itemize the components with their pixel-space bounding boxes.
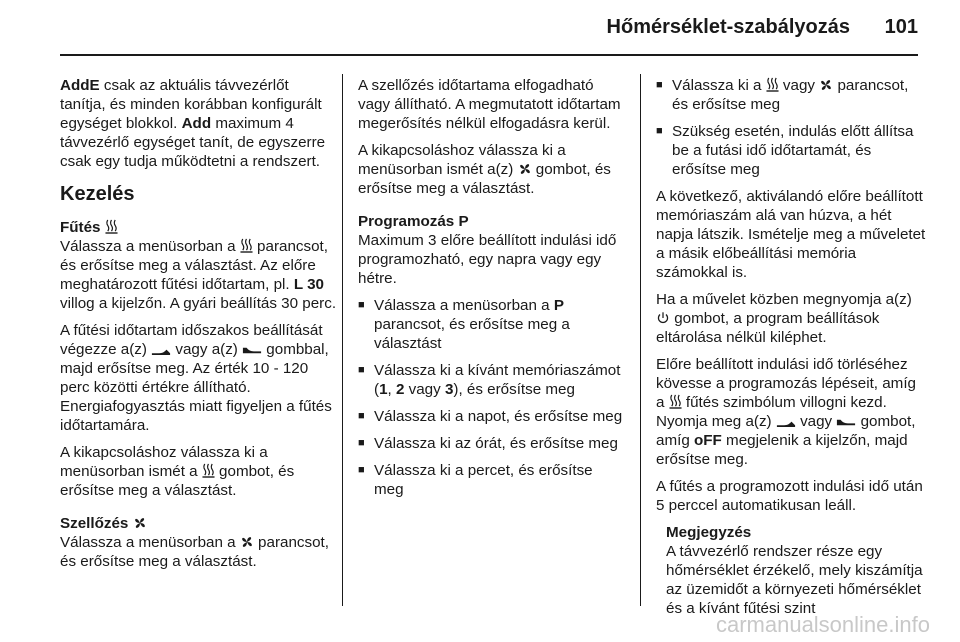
kilepes-paragraph: Ha a művelet közben megnyomja a(z) gombot, a program beállítások eltárolása nélkül kiléphet. [656, 291, 912, 346]
heat-icon [105, 219, 118, 234]
list-item: ■ Válassza ki a kívánt memóriaszámot (1, 2 vagy 3), és erősítse meg [358, 362, 621, 398]
programozas-paragraph: Maximum 3 előre beállított indulási idő programozható, egy napra vagy egy hétre. [358, 232, 617, 287]
column-divider-2 [640, 74, 641, 606]
header-rule [60, 54, 918, 56]
leallas-paragraph: A fűtés a programozott indulási idő után 5 perccel automatikusan leáll. [656, 478, 923, 514]
bullet-square-icon: ■ [358, 410, 365, 422]
bullet-square-icon: ■ [358, 437, 365, 449]
list-item: ■ Válassza ki a napot, és erősítse meg [358, 408, 623, 425]
up-arrow-icon [151, 345, 171, 356]
fan-icon [240, 535, 254, 549]
heat-icon [202, 463, 215, 478]
bullet-square-icon: ■ [358, 464, 365, 476]
list-item: ■ Válassza ki a percet, és erősítse meg [358, 462, 593, 498]
szellozes-kikapcs-paragraph: A kikapcsoláshoz válassza ki a menüsorban ismét a(z) gombot, és erősítse meg a választást. [358, 142, 611, 197]
column-3 [656, 76, 926, 626]
heat-icon [669, 394, 682, 409]
note-text: A távvezérlő rendszer része egy hőmérséklet érzékelő, mely kiszámítja az üzemidőt a környezeti hőmérséklet és a kívánt fűtési szint [666, 543, 923, 617]
column-1 [60, 76, 338, 579]
page-header-title: Hőmérséklet-szabályozás [606, 16, 850, 38]
list-item: ■ Válassza a menüsorban a P parancsot, és erősítse meg a választást [358, 297, 570, 352]
bullet-square-icon: ■ [358, 299, 365, 311]
futes-paragraph-1: Válassza a menüsorban a parancsot, és erősítse meg a választást. Az előre meghatározott fűtési időtartam, pl. L 30 villog a kijelzőn. A gyári beállítás 30 perc. [60, 238, 337, 312]
futes-paragraph-2: A fűtési időtartam időszakos beállítását végezze a(z) vagy a(z) gombbal, majd erősítse meg. Az érték 10 - 120 perc közötti értékre állítható. Energiafogyasztás miatt figyeljen a fűtés időtartamára. [60, 322, 332, 434]
page-number: 101 [884, 16, 918, 38]
szellozes-idotartam-paragraph: A szellőzés időtartama elfogadható vagy állítható. A megmutatott időtartam megerősítés nélkül elfogadásra kerül. [358, 77, 621, 132]
fan-icon [133, 516, 147, 530]
watermark: carmanualsonline.info [715, 612, 930, 637]
futes-paragraph-3: A kikapcsoláshoz válassza ki a menüsorban ismét a gombot, és erősítse meg a választást. [60, 444, 295, 499]
bullet-square-icon: ■ [656, 125, 663, 137]
heat-icon [240, 238, 253, 253]
fan-icon [518, 162, 532, 176]
column-divider-1 [342, 74, 343, 606]
subheading-programozas: Programozás P [358, 213, 469, 230]
list-item: ■ Válassza ki a vagy parancsot, és erősítse meg [656, 77, 909, 113]
torles-paragraph: Előre beállított indulási idő törléséhez kövesse a programozás lépéseit, amíg a fűtés szimbólum villogni kezd. Nyomja meg a(z) vagy gombot, amíg oFF megjelenik a kijelzőn, majd erősítse meg. [656, 356, 917, 468]
bullet-square-icon: ■ [656, 79, 663, 91]
bullet-square-icon: ■ [358, 364, 365, 376]
list-item: ■ Válassza ki az órát, és erősítse meg [358, 435, 618, 452]
szellozes-paragraph: Válassza a menüsorban a parancsot, és erősítse meg a választást. [60, 534, 329, 570]
up-arrow-icon [776, 417, 796, 428]
heat-icon [766, 77, 779, 92]
section-title-kezeles: Kezelés [60, 183, 135, 205]
list-item: ■ Szükség esetén, indulás előtt állítsa be a futási idő időtartamát, és erősítse meg [656, 123, 914, 178]
down-arrow-icon [836, 417, 856, 428]
subheading-szellozes: Szellőzés [60, 514, 338, 533]
note-title: Megjegyzés [666, 524, 752, 541]
adde-paragraph: AddE csak az aktuális távvezérlőt tanítja, és minden korábban konfigurált egységet blokkol. Add maximum 4 távvezérlő egységet tanít, de egyszerre csak egy tudja működtetni a rendszert. [60, 77, 326, 170]
column-2 [358, 76, 626, 507]
note-box [656, 523, 926, 618]
subheading-futes: Fűtés [60, 218, 338, 237]
fan-icon [819, 78, 833, 92]
down-arrow-icon [242, 345, 262, 356]
power-icon [656, 311, 670, 325]
kovetkezo-paragraph: A következő, aktiválandó előre beállított memóriaszám alá van húzva, a hét napja látszik. Ismételje meg a műveletet a másik előbeállítási memória számokkal is. [656, 188, 926, 281]
